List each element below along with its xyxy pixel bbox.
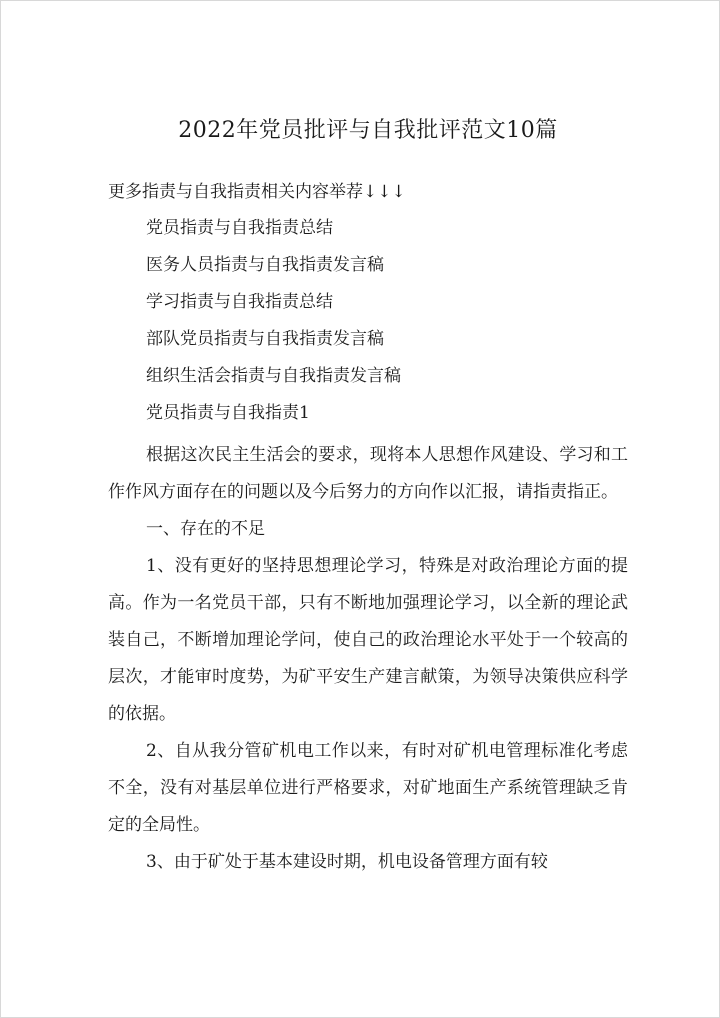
body-paragraph: 3、由于矿处于基本建设时期，机电设备管理方面有较	[146, 852, 548, 872]
related-link-item[interactable]: 学习指责与自我指责总结	[146, 292, 333, 312]
body-paragraph: 2、自从我分管矿机电工作以来，有时对矿机电管理标准化考虑不全，没有对基层单位进行严格要求，对矿地面生产系统管理缺乏肯定的全局性。	[108, 741, 628, 835]
related-content-heading: 更多指责与自我指责相关内容举荐↓↓↓	[108, 182, 406, 202]
section-heading: 一、存在的不足	[146, 519, 265, 539]
related-link-item[interactable]: 部队党员指责与自我指责发言稿	[146, 329, 384, 349]
related-link-item[interactable]: 医务人员指责与自我指责发言稿	[146, 255, 384, 275]
related-link-item[interactable]: 组织生活会指责与自我指责发言稿	[146, 366, 401, 386]
related-link-item[interactable]: 党员指责与自我指责1	[146, 403, 310, 423]
document-title: 2022年党员批评与自我批评范文10篇	[178, 118, 558, 143]
related-links-list	[146, 214, 401, 436]
body-paragraph: 1、没有更好的坚持思想理论学习，特殊是对政治理论方面的提高。作为一名党员干部，只有不断地加强理论学习，以全新的理论武装自己，不断增加理论学问，使自己的政治理论水平处于一个较高的层次，才能审时度势，为矿平安生产建言献策，为领导决策供应科学的依据。	[108, 556, 628, 724]
body-paragraph: 根据这次民主生活会的要求，现将本人思想作风建设、学习和工作作风方面存在的问题以及今后努力的方向作以汇报，请指责指正。	[108, 445, 628, 502]
related-link-item[interactable]: 党员指责与自我指责总结	[146, 218, 333, 238]
document-body	[108, 437, 628, 881]
